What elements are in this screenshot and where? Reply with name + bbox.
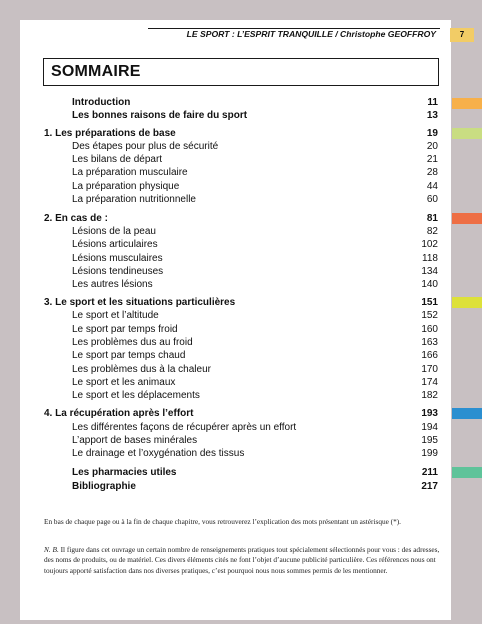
toc-entry: Lésions musculaires <box>72 253 163 264</box>
toc-page-number: 166 <box>421 350 438 361</box>
toc-entry: Les pharmacies utiles <box>72 467 177 478</box>
section-tab <box>452 128 482 139</box>
toc-page-number: 19 <box>426 128 438 139</box>
section-tab <box>452 408 482 419</box>
page-number: 7 <box>450 28 474 42</box>
toc-page-number: 82 <box>426 226 438 237</box>
footnote-asterisk: En bas de chaque page ou à la fin de chaque chapitre, vous retrouverez l’explication des mots présentant un astérisque (*). <box>44 517 402 526</box>
toc-page-number: 211 <box>421 467 438 478</box>
toc-page-number: 182 <box>421 390 438 401</box>
toc-entry: Des étapes pour plus de sécurité <box>72 141 219 152</box>
toc-page-number: 13 <box>426 110 438 121</box>
toc-page-number: 28 <box>426 167 438 178</box>
toc-entry: 2. En cas de : <box>44 213 108 224</box>
toc-page-number: 193 <box>421 408 438 419</box>
toc-entry: Les problèmes dus à la chaleur <box>72 364 211 375</box>
footnote-nb <box>44 545 442 576</box>
toc-entry: Les bonnes raisons de faire du sport <box>72 110 248 121</box>
toc-entry: Lésions articulaires <box>72 239 158 250</box>
toc-entry: Le drainage et l’oxygénation des tissus <box>72 448 245 459</box>
toc-entry: La préparation physique <box>72 181 180 192</box>
toc-page-number: 102 <box>421 239 438 250</box>
toc-page-number: 163 <box>421 337 438 348</box>
toc-entry: Le sport par temps froid <box>72 324 178 335</box>
toc-page-number: 60 <box>426 194 438 205</box>
toc-page-number: 160 <box>421 324 438 335</box>
toc-entry: Lésions de la peau <box>72 226 156 237</box>
toc-page-number: 152 <box>421 310 438 321</box>
toc-entry: Introduction <box>72 97 131 108</box>
toc-entry: Les différentes façons de récupérer après un effort <box>72 422 297 433</box>
toc-page-number: 11 <box>427 97 438 108</box>
section-tab <box>452 213 482 224</box>
nb-text: Il figure dans cet ouvrage un certain nombre de renseignements pratiques tout spécialement sélectionnés pour vous : des adresses, des noms de produits, ou de matériel. Ces divers éléments cités ne font l’objet d’aucune publicité particulière. Ces références nous ont toujours apporté satisfaction dans nos diverses pratiques, c’est pourquoi nous nous sommes permis de les mentionner. <box>44 545 440 575</box>
toc-entry: Les autres lésions <box>72 279 153 290</box>
toc-page-number: 118 <box>422 253 438 264</box>
toc-page-number: 194 <box>421 422 438 433</box>
toc-page-number: 81 <box>426 213 438 224</box>
toc-page-number: 195 <box>421 435 438 446</box>
toc-page-number: 134 <box>421 266 438 277</box>
toc-entry: Le sport par temps chaud <box>72 350 186 361</box>
toc-page-number: 174 <box>421 377 438 388</box>
nb-label: N. B. <box>44 545 59 554</box>
toc-entry: Les bilans de départ <box>72 154 163 165</box>
toc-entry: Le sport et les déplacements <box>72 390 200 401</box>
section-tab <box>452 98 482 109</box>
toc-entry: 3. Le sport et les situations particulières <box>44 297 236 308</box>
toc-entry: La préparation musculaire <box>72 167 188 178</box>
toc-page-number: 199 <box>421 448 438 459</box>
toc-entry: Le sport et les animaux <box>72 377 176 388</box>
toc-entry: Le sport et l’altitude <box>72 310 159 321</box>
page-title: SOMMAIRE <box>51 63 141 80</box>
toc-page-number: 151 <box>421 297 438 308</box>
toc-entry: Lésions tendineuses <box>72 266 164 277</box>
running-title: LE SPORT : L’ESPRIT TRANQUILLE / Christophe GEOFFROY <box>186 29 436 39</box>
toc-page-number: 21 <box>426 154 438 165</box>
toc-page-number: 140 <box>421 279 438 290</box>
toc-entry: 4. La récupération après l’effort <box>44 408 194 419</box>
toc-entry: Bibliographie <box>72 481 136 492</box>
toc-page-number: 217 <box>421 481 438 492</box>
toc-page-number: 20 <box>426 141 438 152</box>
section-tab <box>452 467 482 478</box>
toc-entry: La préparation nutritionnelle <box>72 194 196 205</box>
toc-entry: Les problèmes dus au froid <box>72 337 193 348</box>
toc-page-number: 170 <box>421 364 438 375</box>
toc-entry: L’apport de bases minérales <box>72 435 198 446</box>
section-tab <box>452 297 482 308</box>
toc-entry: 1. Les préparations de base <box>44 128 176 139</box>
toc-page-number: 44 <box>426 181 438 192</box>
